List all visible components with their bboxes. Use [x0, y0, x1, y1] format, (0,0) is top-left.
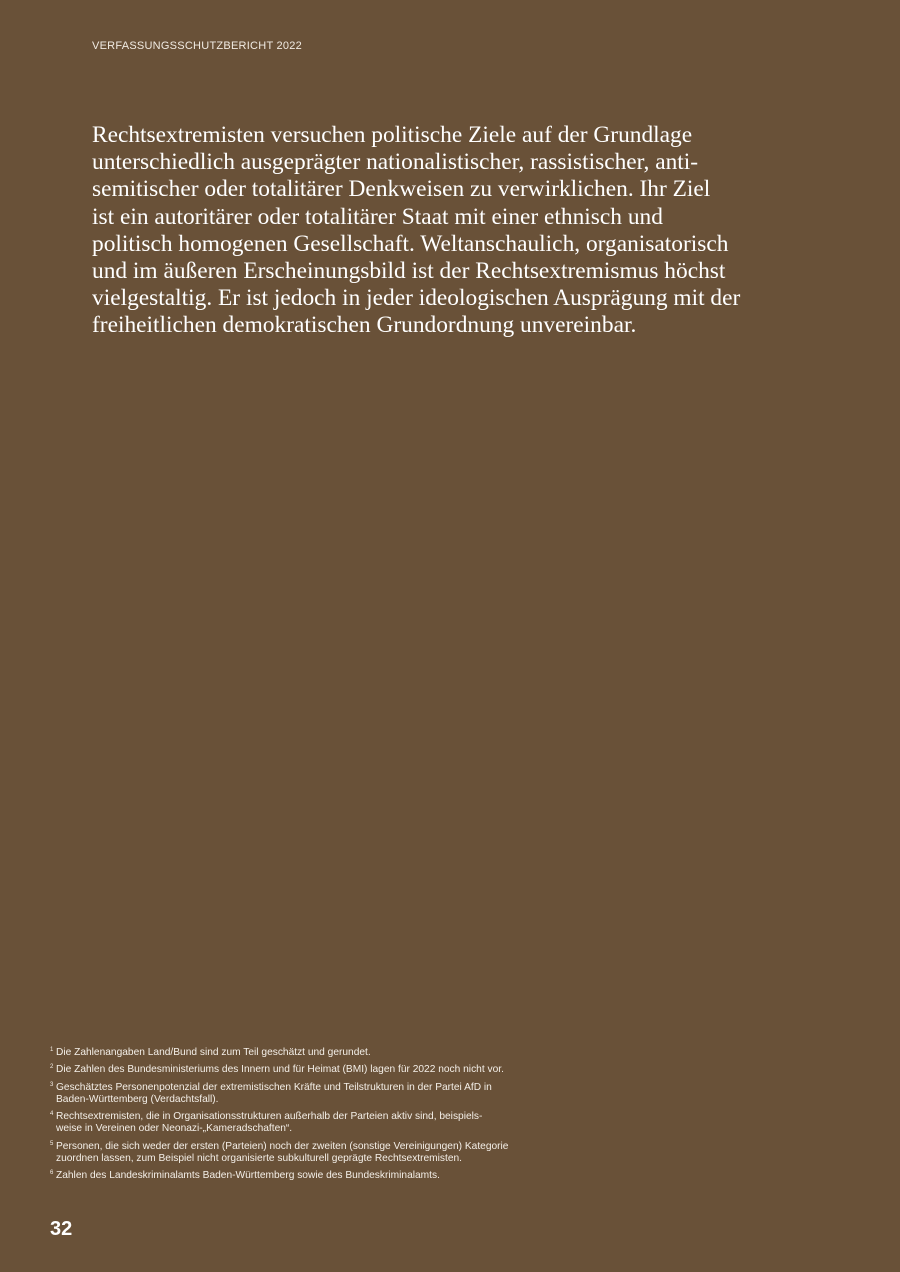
footnote-number: 3: [50, 1081, 54, 1088]
footnote-1: [50, 1047, 570, 1059]
intro-line: Rechtsextremisten versuchen politische Ziele auf der Grundlage: [92, 122, 693, 148]
footnote-line: weise in Vereinen oder Neonazi-„Kameradschaften“.: [56, 1123, 293, 1135]
footnote-number: 1: [50, 1047, 54, 1053]
footnote-number: 4: [50, 1111, 54, 1118]
footnote-line: Zahlen des Landeskriminalamts Baden-Württemberg sowie des Bundeskriminalamts.: [56, 1170, 440, 1182]
footnotes: [50, 1047, 570, 1188]
intro-line: und im äußeren Erscheinungsbild ist der Rechtsextremismus höchst: [92, 258, 726, 285]
footnote-line: Personen, die sich weder der ersten (Parteien) noch der zweiten (sonstige Vereinigungen) Kategorie: [56, 1140, 509, 1152]
footnote-line: Baden-Württemberg (Verdachtsfall).: [56, 1093, 219, 1105]
intro-line: freiheitlichen demokratischen Grundordnung unvereinbar.: [92, 312, 637, 339]
running-header: VERFASSUNGSSCHUTZBERICHT 2022: [92, 40, 302, 52]
intro-line: unterschiedlich ausgeprägter nationalistischer, rassistischer, anti-: [92, 149, 699, 176]
footnote-number: 2: [50, 1064, 54, 1071]
footnote-3: [50, 1082, 570, 1107]
intro-line: vielgestaltig. Er ist jedoch in jeder ideologischen Ausprägung mit der: [92, 285, 741, 312]
footnote-line: Geschätztes Personenpotenzial der extremistischen Kräfte und Teilstrukturen in der Partei AfD in: [56, 1081, 492, 1093]
intro-line: politisch homogenen Gesellschaft. Weltanschaulich, organisatorisch: [92, 230, 729, 257]
footnote-line: Die Zahlenangaben Land/Bund sind zum Teil geschätzt und gerundet.: [56, 1047, 371, 1058]
intro-line: ist ein autoritärer oder totalitärer Staat mit einer ethnisch und: [92, 203, 663, 230]
footnote-line: zuordnen lassen, zum Beispiel nicht organisierte subkulturell geprägte Rechtsextremisten.: [56, 1153, 463, 1165]
footnote-5: [50, 1141, 570, 1166]
footnote-line: Rechtsextremisten, die in Organisationsstrukturen außerhalb der Parteien aktiv sind, beispiels-: [56, 1111, 483, 1123]
footnote-6: [50, 1170, 570, 1182]
footnote-4: [50, 1111, 570, 1136]
footnote-number: 6: [50, 1170, 54, 1177]
page-number: 32: [50, 1218, 73, 1240]
footnote-2: [50, 1064, 570, 1076]
intro-paragraph: [92, 122, 812, 340]
footnote-number: 5: [50, 1140, 54, 1147]
intro-line: semitischer oder totalitärer Denkweisen zu verwirklichen. Ihr Ziel: [92, 176, 711, 203]
footnote-line: Die Zahlen des Bundesministeriums des Innern und für Heimat (BMI) lagen für 2022 noch nicht vor.: [56, 1064, 504, 1076]
